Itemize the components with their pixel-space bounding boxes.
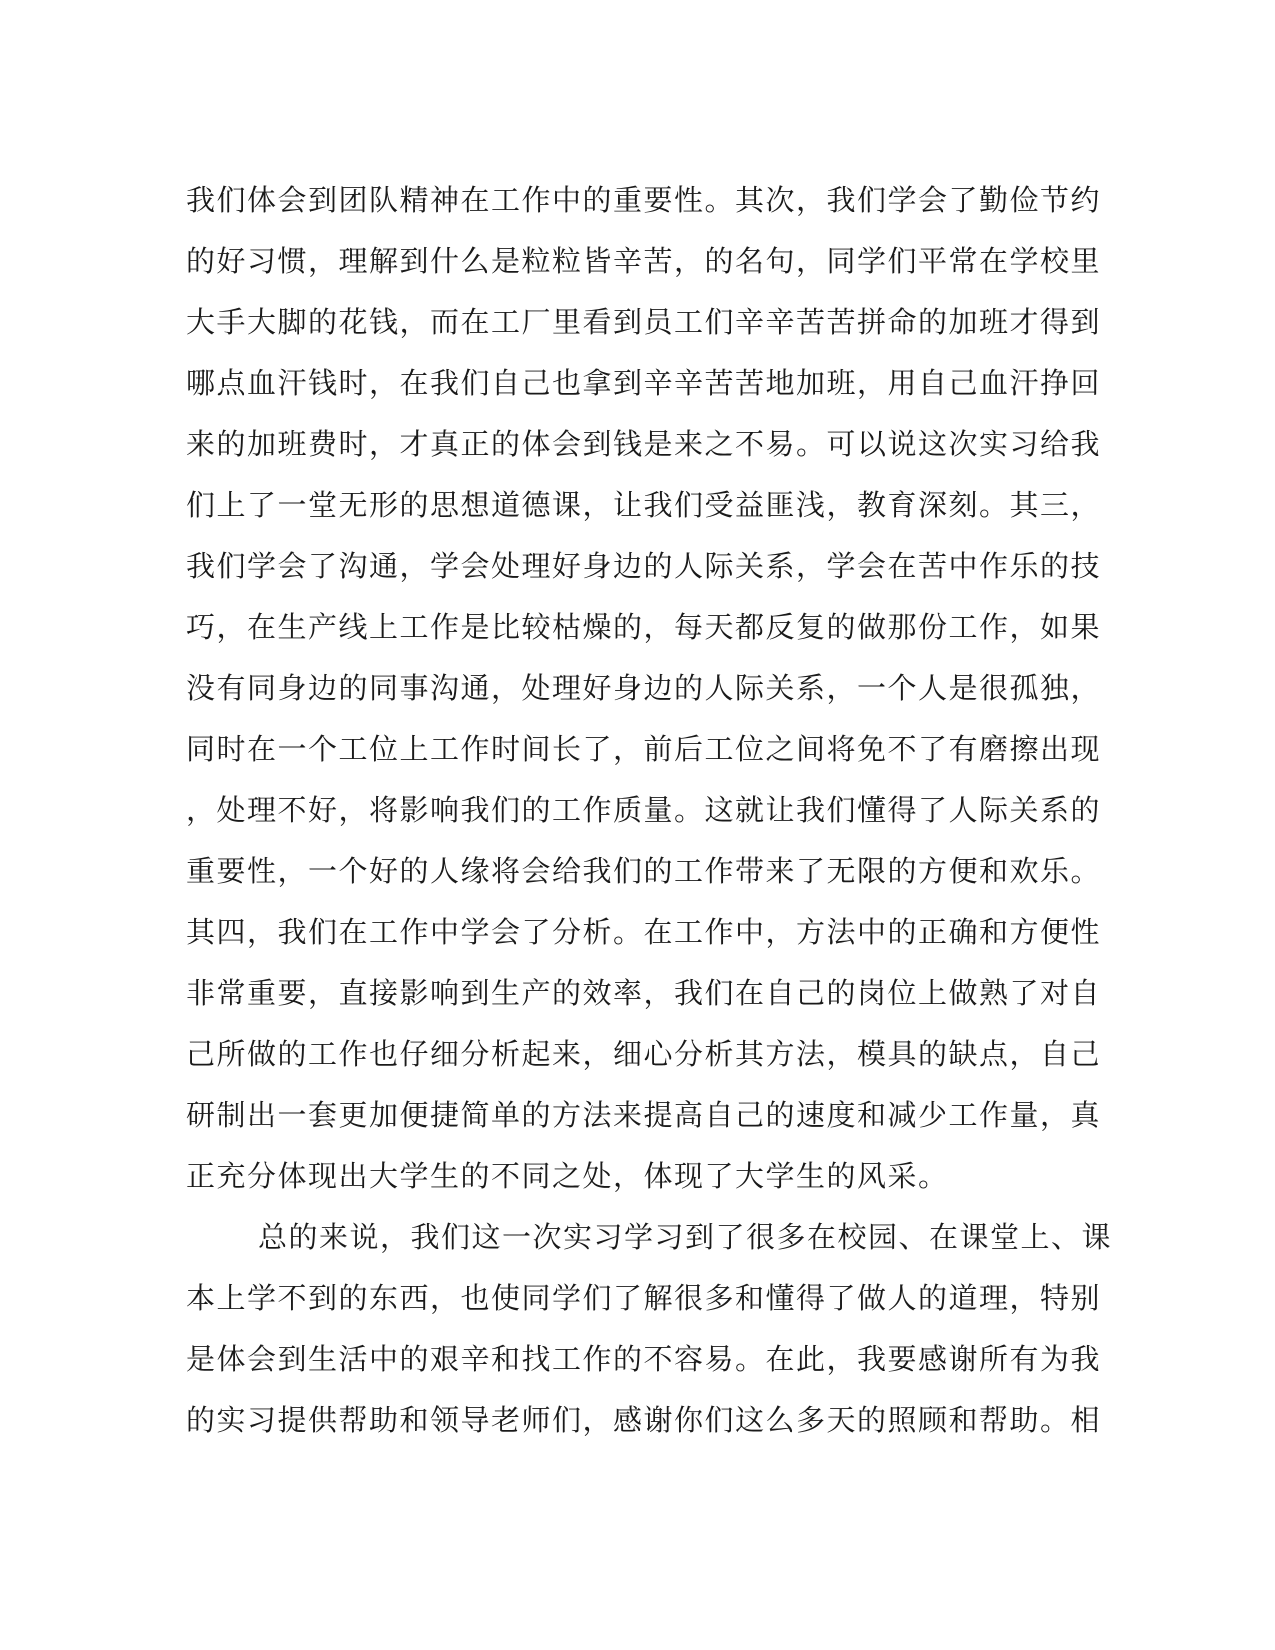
text-line: 大手大脚的花钱，而在工厂里看到员工们辛辛苦苦拼命的加班才得到 <box>186 305 1102 339</box>
text-line: 们上了一堂无形的思想道德课，让我们受益匪浅，教育深刻。其三， <box>186 488 1102 522</box>
text-line: 是体会到生活中的艰辛和找工作的不容易。在此，我要感谢所有为我 <box>186 1342 1102 1376</box>
text-line: 来的加班费时，才真正的体会到钱是来之不易。可以说这次实习给我 <box>186 427 1102 461</box>
text-line: 的实习提供帮助和领导老师们，感谢你们这么多天的照顾和帮助。相 <box>186 1403 1102 1437</box>
text-line: ，处理不好，将影响我们的工作质量。这就让我们懂得了人际关系的 <box>186 793 1102 827</box>
text-line: 正充分体现出大学生的不同之处，体现了大学生的风采。 <box>186 1159 949 1193</box>
text-line: 我们体会到团队精神在工作中的重要性。其次，我们学会了勤俭节约 <box>186 183 1102 217</box>
text-line: 本上学不到的东西，也使同学们了解很多和懂得了做人的道理，特别 <box>186 1281 1102 1315</box>
paragraph-start-line: 总的来说，我们这一次实习学习到了很多在校园、在课堂上、课 <box>258 1220 1113 1254</box>
text-line: 研制出一套更加便捷简单的方法来提高自己的速度和减少工作量，真 <box>186 1098 1102 1132</box>
text-line: 没有同身边的同事沟通，处理好身边的人际关系，一个人是很孤独， <box>186 671 1102 705</box>
text-line: 重要性，一个好的人缘将会给我们的工作带来了无限的方便和欢乐。 <box>186 854 1102 888</box>
text-line: 同时在一个工位上工作时间长了，前后工位之间将免不了有磨擦出现 <box>186 732 1102 766</box>
text-line: 其四，我们在工作中学会了分析。在工作中，方法中的正确和方便性 <box>186 915 1102 949</box>
text-line: 我们学会了沟通，学会处理好身边的人际关系，学会在苦中作乐的技 <box>186 549 1102 583</box>
text-line: 非常重要，直接影响到生产的效率，我们在自己的岗位上做熟了对自 <box>186 976 1102 1010</box>
text-line: 的好习惯，理解到什么是粒粒皆辛苦，的名句，同学们平常在学校里 <box>186 244 1102 278</box>
text-line: 己所做的工作也仔细分析起来，细心分析其方法，模具的缺点，自己 <box>186 1037 1102 1071</box>
text-line: 巧，在生产线上工作是比较枯燥的，每天都反复的做那份工作，如果 <box>186 610 1102 644</box>
body-text <box>186 170 1113 1451</box>
text-line: 哪点血汗钱时，在我们自己也拿到辛辛苦苦地加班，用自己血汗挣回 <box>186 366 1102 400</box>
